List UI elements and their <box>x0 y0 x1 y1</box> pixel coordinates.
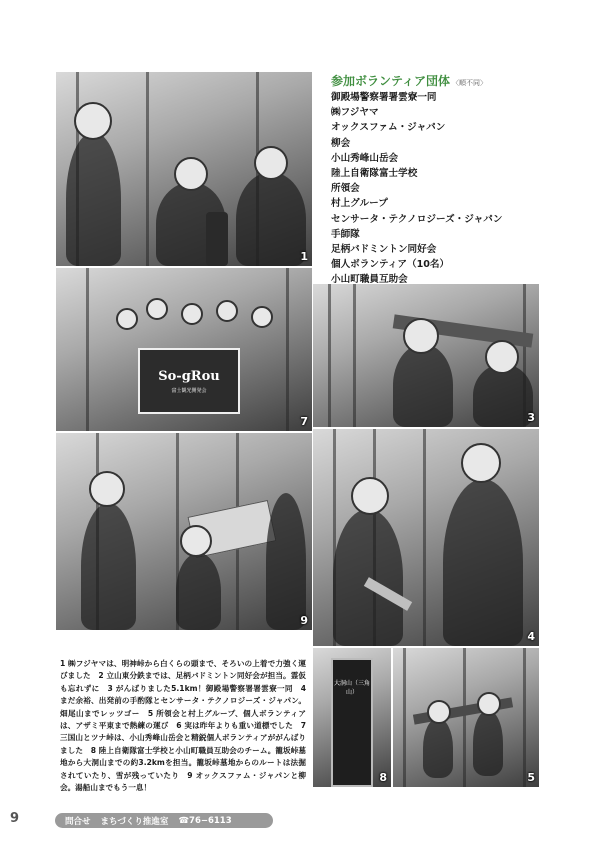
volunteer-title-note: 〈順不同〉 <box>452 79 488 87</box>
list-item: 御殿場警察署署雲寮一同 <box>331 92 437 103</box>
contact-department: まちづくり推進室 <box>100 816 169 827</box>
photo-number: 7 <box>300 415 308 428</box>
list-item: 所領会 <box>331 183 360 195</box>
list-item: ㈱フジヤマ <box>331 107 379 119</box>
list-item: センサータ・テクノロジーズ・ジャパン <box>331 213 503 225</box>
photo-9-scene <box>56 433 312 630</box>
photo-7 <box>56 268 312 431</box>
photo-7-banner <box>138 348 240 414</box>
list-item: 陸上自衛隊富士学校 <box>331 168 418 180</box>
photo-number: 4 <box>527 630 535 643</box>
banner-subtext: 富士観光開発会 <box>171 387 207 394</box>
photo-captions: 1 ㈱フジヤマは、明神峠から白くらの頭まで、そろいの上着で力強く運びました 2 立山東分鉄までは、足柄バドミントン同好会が担当。霊仮も忘れずに 3 がんばりました5.1km！御殿場警察署署雲寮一同 4 まだ余裕、出発前の手酌隊とセンサータ・テクノロジーズ・ジャパン。畑尾山までレッツゴー 5 所領会と村上グループ、個人ボランティアは、アザミ平東まで熱練の運び 6 実は昨年よりも重い道標でした 7 三国山とツナ峠は、小山秀峰山岳会と精鋭個人ボランティアががんばりました 8 陸上自衛隊富士学校と小山町職員互助会のチーム。籠坂峠墓地から大洞山までの約3.2kmを担当。籠坂峠墓地からのルートは法掘されていたり、雪が残っていたり 9 オックスファム・ジャパンと柳会。湯船山までもう一息！ <box>60 659 306 793</box>
list-item: 小山秀峰山岳会 <box>331 152 399 164</box>
signpost-text: 大洞山（三角山） <box>333 680 370 696</box>
photo-3 <box>313 284 539 427</box>
banner-text: So-gRou <box>158 368 220 384</box>
photo-8-scene <box>313 648 391 787</box>
photo-number: 8 <box>379 771 387 784</box>
photo-5-scene <box>393 648 539 787</box>
list-item: 柳会 <box>331 137 351 149</box>
photo-1-scene <box>56 72 312 266</box>
list-item: 手師隊 <box>331 228 360 240</box>
photo-number: 5 <box>527 771 535 784</box>
photo-5 <box>393 648 539 787</box>
photo-number: 1 <box>300 250 308 263</box>
contact-label: 問合せ <box>65 816 91 827</box>
photo-8 <box>313 648 391 787</box>
photo-number: 3 <box>527 411 535 424</box>
photo-8-signpost <box>331 658 373 787</box>
page-number: 9 <box>10 811 20 826</box>
photo-4-scene <box>313 429 539 646</box>
volunteer-group-list <box>331 90 502 288</box>
volunteer-title-text: 参加ボランティア団体 <box>331 74 451 88</box>
volunteer-list-title <box>331 72 487 89</box>
list-item: 個人ボランティア（10名） <box>331 259 450 271</box>
list-item: 村上グループ <box>331 198 388 210</box>
photo-9 <box>56 433 312 630</box>
contact-phone: ☎76−6113 <box>178 815 232 826</box>
photo-3-scene <box>313 284 539 427</box>
photo-7-scene <box>56 268 312 431</box>
photo-number: 9 <box>300 614 308 627</box>
photo-1 <box>56 72 312 266</box>
contact-footer <box>55 813 273 828</box>
list-item: 足柄バドミントン同好会 <box>331 244 437 256</box>
list-item: オックスファム・ジャパン <box>331 122 446 134</box>
list-item: 小山町職員互助会 <box>331 274 408 286</box>
photo-4 <box>313 429 539 646</box>
